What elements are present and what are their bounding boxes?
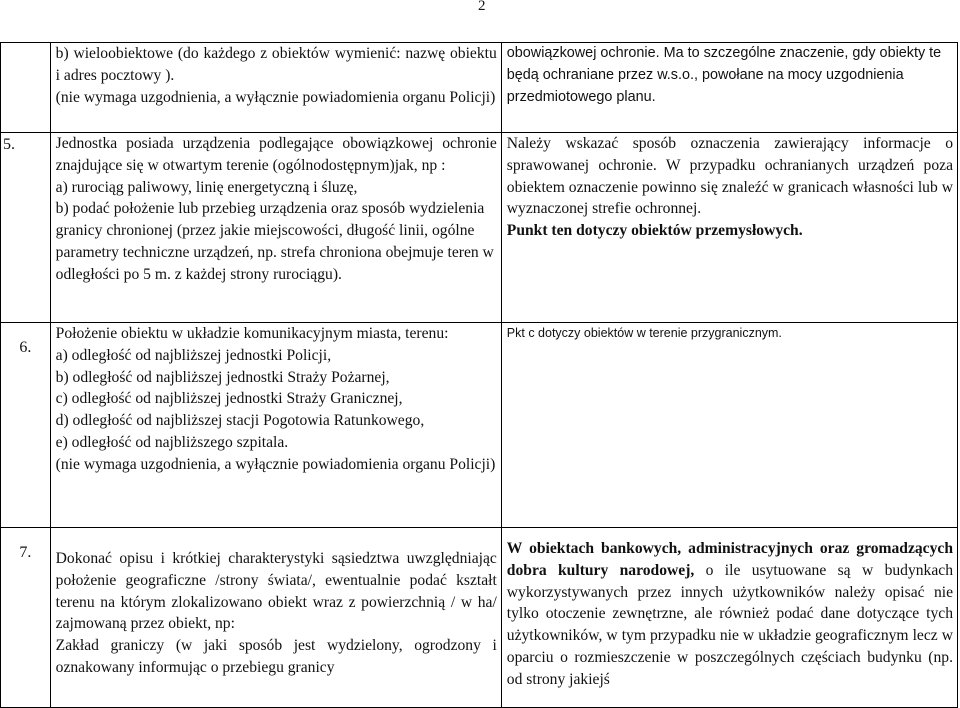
row-remarks	[501, 528, 957, 708]
table-row	[1, 43, 958, 133]
table-row	[1, 323, 958, 528]
location-intro: Położenie obiektu w układzie komunikacyjnym miasta, terenu:	[55, 325, 449, 342]
row-remarks	[501, 43, 957, 133]
remarks-text: Należy wskazać sposób oznaczenia zawierający informacje o sprawowanej ochronie. W przypadku ochranianych urządzeń poza obiektem oznaczenie powinno się znaleźć w granicach własności lub w wyznaczonej strefie ochronnej.	[506, 135, 953, 218]
row-number	[1, 43, 51, 133]
open-area-intro: Jednostka posiada urządzenia podlegające obowiązkowej ochronie znajdujące się w otwartym terenie (ogólnodostępnym)jak, np :	[55, 135, 497, 174]
page-number: 2	[478, 0, 486, 14]
row-number: 5.	[1, 133, 51, 323]
neighbourhood-intro: Dokonać opisu i krótkiej charakterystyki sąsiedztwa uwzględniając położenie geograficzne /strony świata/, ewentualnie podać kształt terenu na którym zlokalizowano obiekt wraz z powierzchnią / w ha/ zajmowaną przez obiekt, np:	[55, 550, 497, 633]
item-b-fire: b) odległość od najbliższej jednostki Straży Pożarnej,	[55, 368, 390, 386]
item-b-location: b) podać położenie lub przebieg urządzenia oraz sposób wydzielenia granicy chronionej (przez jakie miejscowości, długość linii, ogólne parametry techniczne urządzeń, np. strefa chroniona obejmuje teren w odległości po 5 m. z każdej strony rurociągu).	[55, 200, 494, 283]
remarks-text: obowiązkowej ochronie. Ma to szczególne znaczenie, gdy obiekty te będą ochraniane przez w.s.o., powołane na mocy uzgodnienia przedmiotowego planu.	[506, 45, 942, 105]
border-description: Zakład graniczy (w jaki sposób jest wydzielony, ogrodzony i oznakowany informując o przebiegu granicy	[55, 637, 497, 676]
row-remarks	[501, 323, 957, 528]
row-description	[50, 133, 501, 323]
row-description	[50, 43, 501, 133]
table-row	[1, 528, 958, 708]
remarks-text: Pkt c dotyczy obiektów w terenie przygranicznym.	[506, 326, 782, 340]
row-description	[50, 323, 501, 528]
item-b-multi-object: b) wieloobiektowe (do każdego z obiektów wymienić: nazwę obiektu i adres pocztowy ).	[55, 45, 497, 84]
requirements-table	[0, 42, 958, 708]
item-a-pipeline: a) rurociąg paliwowy, linię energetyczną i śluzę,	[55, 178, 358, 196]
remarks-bold: W obiektach bankowych, administracyjnych oraz gromadzących dobra kultury narodowej,	[506, 540, 953, 579]
item-c-border: c) odległość od najbliższej jednostki Straży Granicznej,	[55, 390, 403, 408]
row-number: 6.	[1, 323, 51, 528]
row-description	[50, 528, 501, 708]
table-row	[1, 133, 958, 323]
notification-note: (nie wymaga uzgodnienia, a wyłącznie powiadomienia organu Policji)	[55, 88, 496, 106]
item-a-police: a) odległość od najbliższej jednostki Policji,	[55, 346, 332, 364]
row-remarks	[501, 133, 957, 323]
item-d-ambulance: d) odległość od najbliższej stacji Pogotowia Ratunkowego,	[55, 412, 425, 430]
notification-note: (nie wymaga uzgodnienia, a wyłącznie powiadomienia organu Policji)	[55, 455, 496, 473]
remarks-bold: Punkt ten dotyczy obiektów przemysłowych.	[506, 222, 803, 240]
item-e-hospital: e) odległość od najbliższego szpitala.	[55, 433, 289, 451]
row-number: 7.	[1, 528, 51, 708]
remarks-text: o ile usytuowane są w budynkach wykorzystywanych przez innych użytkowników należy opisać nie tylko otoczenie zewnętrzne, ale również podać dane dotyczące tych użytkowników, w tym przypadku nie w układzie geograficznym lecz w oparciu o rozmieszczenie w poszczególnych częściach budynku (np. od strony jakiejś	[506, 561, 953, 688]
